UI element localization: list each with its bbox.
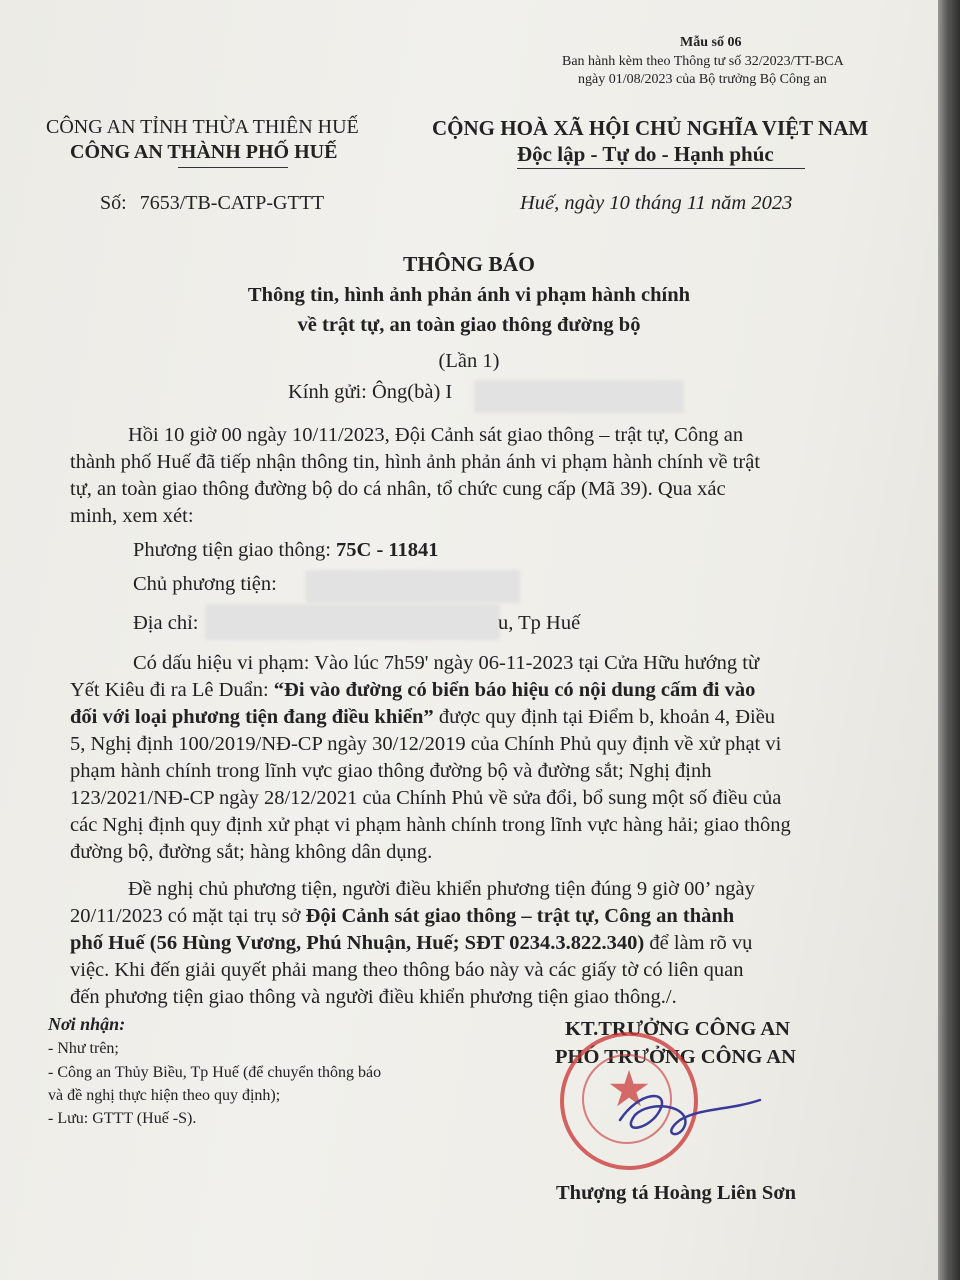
signer-title-1: KT.TRƯỞNG CÔNG AN xyxy=(565,1018,790,1040)
agency-parent: CÔNG AN TỈNH THỪA THIÊN HUẾ xyxy=(46,116,359,138)
intro-line-2: thành phố Huế đã tiếp nhận thông tin, hình ảnh phản ánh vi phạm hành chính về trật xyxy=(70,451,761,473)
violation-description-end: đối với loại phương tiện đang điều khiển” xyxy=(70,706,434,728)
intro-line-4: minh, xem xét: xyxy=(70,505,194,527)
recipient-item-2-cont: và đề nghị thực hiện theo quy định); xyxy=(48,1087,281,1104)
request-line-3 xyxy=(70,930,752,957)
recipients-title: Nơi nhận: xyxy=(48,1014,126,1034)
violation-line-6: 123/2021/NĐ-CP ngày 28/12/2021 của Chính Phủ về sửa đổi, bổ sung một số điều của xyxy=(70,787,782,809)
request-line-2 xyxy=(70,903,734,930)
motto: Độc lập - Tự do - Hạnh phúc xyxy=(517,142,774,166)
violation-line-8: đường bộ, đường sắt; hàng không dân dụng. xyxy=(70,841,433,863)
signer-name: Thượng tá Hoàng Liên Sơn xyxy=(556,1182,797,1204)
violation-line-1: Có dấu hiệu vi phạm: Vào lúc 7h59' ngày 06-11-2023 tại Cửa Hữu hướng từ xyxy=(133,652,760,674)
violation-line-4: 5, Nghị định 100/2019/NĐ-CP ngày 30/12/2019 của Chính Phủ quy định về xử phạt vi xyxy=(70,733,782,755)
signer-title-2: PHÓ TRƯỞNG CÔNG AN xyxy=(555,1046,796,1068)
agency-name: CÔNG AN THÀNH PHỐ HUẾ xyxy=(70,141,338,163)
request-line-5: đến phương tiện giao thông và người điều khiển phương tiện giao thông./. xyxy=(70,986,677,1008)
request-office-address: phố Huế (56 Hùng Vương, Phú Nhuận, Huế; SĐT 0234.3.822.340) xyxy=(70,932,645,954)
violation-line-7: các Nghị định quy định xử phạt vi phạm hành chính trong lĩnh vực hàng hải; giao thông xyxy=(70,814,791,836)
vehicle-label: Phương tiện giao thông: xyxy=(133,539,331,561)
intro-line-3: tự, an toàn giao thông đường bộ do cá nhân, tổ chức cung cấp (Mã 39). Qua xác xyxy=(70,478,726,500)
doc-number-label: Số: xyxy=(100,192,127,214)
address-tail: u, Tp Huế xyxy=(498,612,581,634)
agency-underline xyxy=(178,167,288,168)
address-label: Địa chỉ: xyxy=(133,612,199,634)
form-number: Mẫu số 06 xyxy=(680,35,742,50)
intro-line-1: Hồi 10 giờ 00 ngày 10/11/2023, Đội Cảnh sát giao thông – trật tự, Công an xyxy=(128,424,744,446)
owner-label: Chủ phương tiện: xyxy=(133,573,277,595)
vehicle-line xyxy=(133,537,439,564)
redacted-owner-name xyxy=(305,570,520,603)
recipient-item-2: - Công an Thủy Biều, Tp Huế (để chuyển thông báo xyxy=(48,1064,382,1081)
redacted-address xyxy=(205,604,500,640)
request-line-1: Đề nghị chủ phương tiện, người điều khiển phương tiện đúng 9 giờ 00’ ngày xyxy=(128,878,755,900)
violation-description-start: “Đi vào đường có biển báo hiệu có nội dung cấm đi vào xyxy=(273,679,756,701)
violation-line-2 xyxy=(70,677,755,704)
recipient-item-3: - Lưu: GTTT (Huế -S). xyxy=(48,1110,197,1127)
motto-underline xyxy=(517,168,805,169)
violation-line-3 xyxy=(70,704,775,731)
form-issued-line1: Ban hành kèm theo Thông tư số 32/2023/TT-BCA xyxy=(562,54,844,69)
request-line-4: việc. Khi đến giải quyết phải mang theo thông báo này và các giấy tờ có liên quan xyxy=(70,959,744,981)
document-subtitle-2: về trật tự, an toàn giao thông đường bộ xyxy=(297,314,641,336)
place-date: Huế, ngày 10 tháng 11 năm 2023 xyxy=(520,192,793,214)
vehicle-plate: 75C - 11841 xyxy=(336,539,439,561)
recipient-label: Kính gửi: Ông(bà) I xyxy=(288,381,453,403)
violation-location: Yết Kiêu đi ra Lê Duẩn: xyxy=(70,679,274,701)
seal-star-icon: ★ xyxy=(606,1060,652,1118)
doc-number-value: 7653/TB-CATP-GTTT xyxy=(139,192,325,214)
document-subtitle-1: Thông tin, hình ảnh phản ánh vi phạm hành chính xyxy=(247,284,691,306)
doc-number xyxy=(100,192,324,215)
violation-line-5: phạm hành chính trong lĩnh vực giao thông đường bộ và đường sắt; Nghị định xyxy=(70,760,712,782)
occurrence: (Lần 1) xyxy=(438,350,500,372)
request-date: 20/11/2023 có mặt tại trụ sở xyxy=(70,905,306,927)
recipient-item-1: - Như trên; xyxy=(48,1040,119,1057)
form-issued-line2: ngày 01/08/2023 của Bộ trưởng Bộ Công an xyxy=(578,72,827,87)
violation-regulation: được quy định tại Điểm b, khoản 4, Điều xyxy=(433,706,776,728)
signature-mark xyxy=(600,1080,780,1150)
redacted-recipient-name xyxy=(474,380,684,413)
request-office-start: Đội Cảnh sát giao thông – trật tự, Công an thành xyxy=(305,905,735,927)
country-name: CỘNG HOÀ XÃ HỘI CHỦ NGHĨA VIỆT NAM xyxy=(432,116,869,140)
request-purpose: để làm rõ vụ xyxy=(644,932,753,954)
document-title: THÔNG BÁO xyxy=(402,252,535,276)
page-edge-shadow xyxy=(938,0,960,1280)
